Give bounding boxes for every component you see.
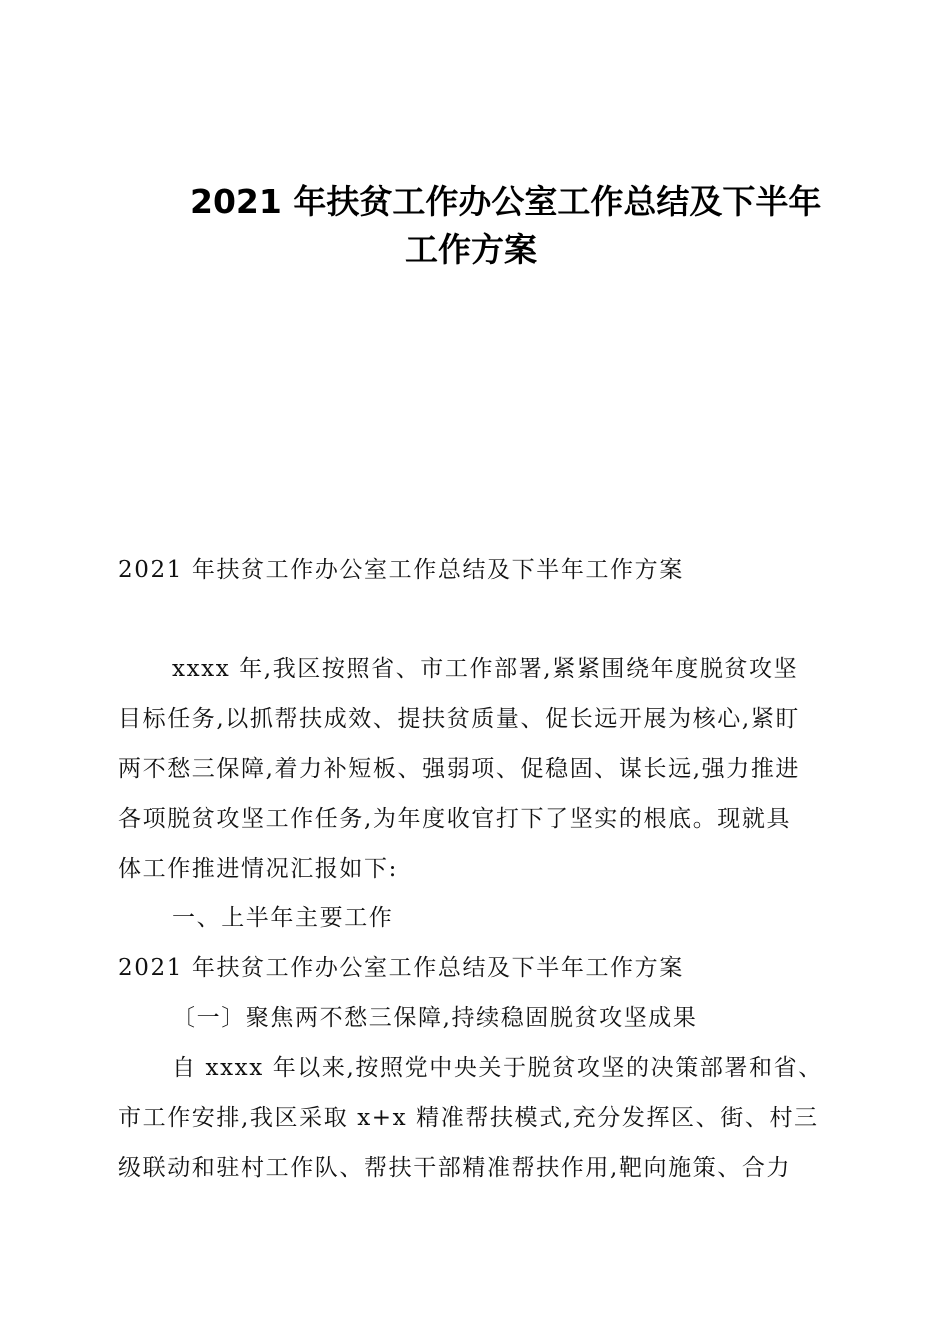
- body-paragraph-line: 级联动和驻村工作队、帮扶干部精准帮扶作用,靶向施策、合力: [118, 1155, 792, 1181]
- body-paragraph-line: 目标任务,以抓帮扶成效、提扶贫质量、促长远开展为核心,紧盯: [118, 706, 801, 732]
- body-paragraph-line: 体工作推进情况汇报如下:: [118, 856, 398, 882]
- body-heading-repeat: 2021 年扶贫工作办公室工作总结及下半年工作方案: [118, 955, 684, 981]
- body-paragraph-line: xxxx 年,我区按照省、市工作部署,紧紧围绕年度脱贫攻坚: [172, 656, 799, 682]
- body-paragraph-line: 市工作安排,我区采取 x+x 精准帮扶模式,充分发挥区、街、村三: [118, 1105, 819, 1131]
- section-heading: 一、上半年主要工作: [172, 905, 394, 931]
- body-paragraph-line: 自 xxxx 年以来,按照党中央关于脱贫攻坚的决策部署和省、: [172, 1055, 823, 1081]
- body-heading-repeat: 2021 年扶贫工作办公室工作总结及下半年工作方案: [118, 557, 684, 583]
- title-line-1: 2021 年扶贫工作办公室工作总结及下半年: [190, 182, 822, 221]
- document-title: [190, 178, 840, 274]
- title-line-2: 工作方案: [405, 230, 537, 269]
- body-paragraph-line: 两不愁三保障,着力补短板、强弱项、促稳固、谋长远,强力推进: [118, 756, 801, 782]
- body-paragraph-line: 各项脱贫攻坚工作任务,为年度收官打下了坚实的根底。现就具: [118, 806, 792, 832]
- subsection-heading: 〔一〕聚焦两不愁三保障,持续稳固脱贫攻坚成果: [172, 1005, 698, 1031]
